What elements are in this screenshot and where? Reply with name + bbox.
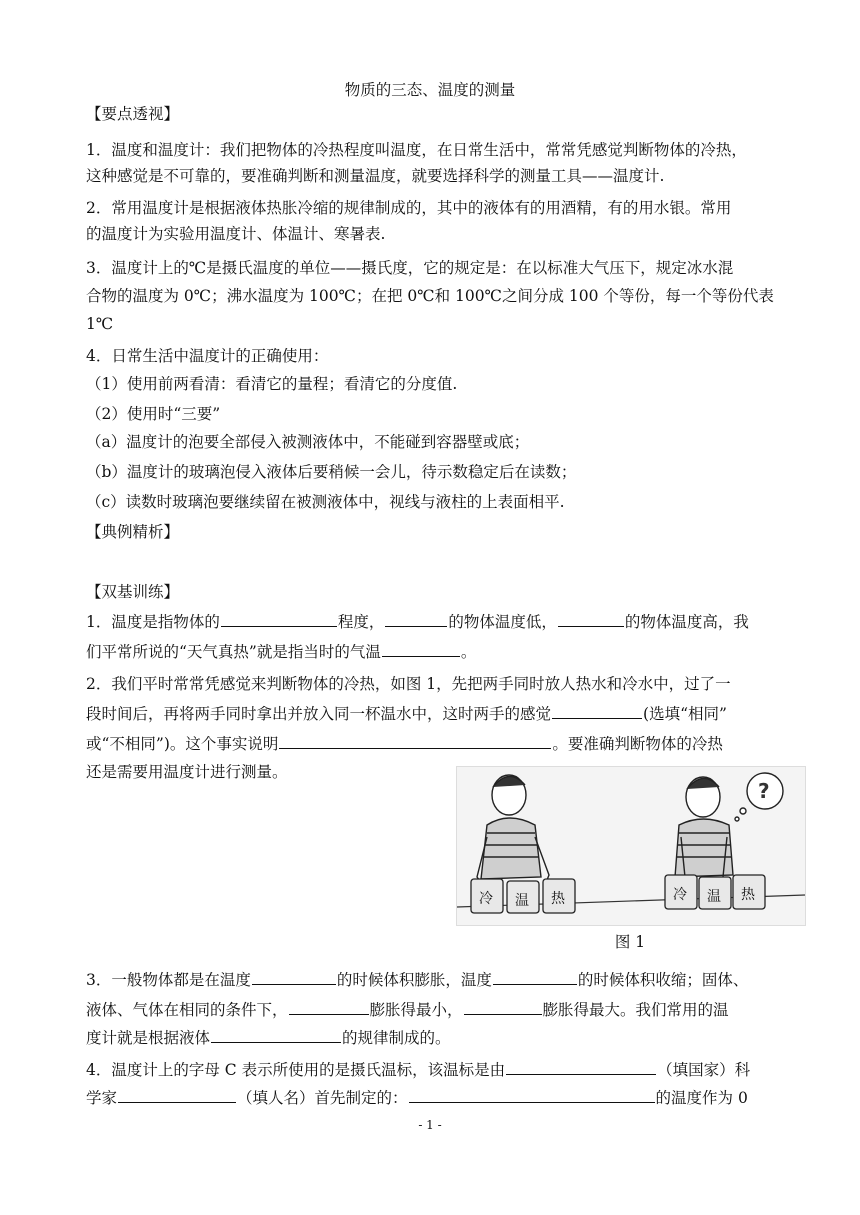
question-2-line-1: 2．我们平时常常凭感觉来判断物体的冷热，如图 1，先把两手同时放人热水和冷水中，过了一: [86, 675, 731, 693]
question-1-line-1: [86, 612, 816, 632]
q1-blank-1[interactable]: [221, 612, 337, 627]
q3-blank-2[interactable]: [493, 970, 577, 985]
q1-text-a: 1．温度是指物体的: [86, 613, 220, 631]
q3-blank-4[interactable]: [464, 1000, 542, 1015]
q1-text-f: 。: [460, 643, 477, 661]
q4-text-b: （填国家）科: [657, 1061, 751, 1079]
key-point-4-item-a: （a）温度计的泡要全部侵入被测液体中，不能碰到容器壁或底；: [86, 433, 530, 451]
question-3-line-1: [86, 970, 816, 990]
jar-label-warm-left: 温: [515, 893, 529, 909]
q1-text-d: 的物体温度高，我: [624, 613, 749, 631]
question-4-line-2: [86, 1088, 816, 1108]
q4-blank-2[interactable]: [118, 1088, 236, 1103]
q3-text-e: 膨胀得最小，: [369, 1001, 463, 1019]
question-2-line-2: [86, 704, 816, 724]
q1-text-b: 程度，: [337, 613, 385, 631]
question-4-line-1: [86, 1060, 816, 1080]
q4-text-e: 的温度作为 0: [655, 1089, 748, 1107]
jar-label-hot-left: 热: [551, 891, 565, 907]
question-2-line-4: 还是需要用温度计进行测量。: [86, 763, 288, 781]
section-heading-key-points: 【要点透视】: [86, 105, 180, 123]
key-point-2-line-2: 的温度计为实验用温度计、体温计、寒暑表.: [86, 225, 386, 243]
question-3-line-3: [86, 1028, 816, 1048]
figure-1-svg: [457, 767, 805, 925]
q2-blank-1[interactable]: [552, 704, 642, 719]
key-point-3-line-2: 合物的温度为 0℃；沸水温度为 100℃；在把 0℃和 100℃之间分成 100 个等份，每一个等份代表: [86, 287, 774, 305]
q4-blank-1[interactable]: [506, 1060, 656, 1075]
jar-label-cold-left: 冷: [479, 891, 493, 907]
key-point-4-item-b: （b）温度计的玻璃泡侵入液体后要稍候一会儿，待示数稳定后在读数；: [86, 463, 577, 481]
q2-text-d: 或“不相同”)。这个事实说明: [86, 735, 279, 753]
key-point-4-item-c: （c）读数时玻璃泡要继续留在被测液体中，视线与液柱的上表面相平.: [86, 493, 565, 511]
figure-1-illustration: [456, 766, 806, 926]
q3-blank-3[interactable]: [289, 1000, 369, 1015]
key-point-2-line-1: 2．常用温度计是根据液体热胀冷缩的规律制成的，其中的液体有的用酒精，有的用水银。常用: [86, 199, 732, 217]
section-heading-examples: 【典例精析】: [86, 523, 180, 541]
q2-text-b: 段时间后，再将两手同时拿出并放入同一杯温水中，这时两手的感觉: [86, 705, 552, 723]
q4-text-d: （填人名）首先制定的：: [237, 1089, 408, 1107]
q1-text-c: 的物体温度低，: [448, 613, 557, 631]
q4-text-a: 4．温度计上的字母 C 表示所使用的是摄氏温标，该温标是由: [86, 1061, 506, 1079]
q3-blank-5[interactable]: [211, 1028, 341, 1043]
q3-text-b: 的时候体积膨胀，温度: [336, 971, 492, 989]
jar-label-hot-right: 热: [741, 887, 755, 903]
key-point-4-item-1: （1）使用前两看清：看清它的量程；看清它的分度值.: [86, 375, 458, 393]
key-point-4: 4．日常生活中温度计的正确使用：: [86, 347, 329, 365]
q4-text-c: 学家: [86, 1089, 118, 1107]
q3-text-a: 3．一般物体都是在温度: [86, 971, 251, 989]
question-3-line-2: [86, 1000, 816, 1020]
q1-blank-3[interactable]: [558, 612, 624, 627]
q1-blank-4[interactable]: [382, 642, 460, 657]
jar-label-cold-right: 冷: [673, 887, 687, 903]
q1-text-e: 们平常所说的“天气真热”就是指当时的气温: [86, 643, 381, 661]
q3-text-g: 度计就是根据液体: [86, 1029, 211, 1047]
section-heading-training: 【双基训练】: [86, 583, 180, 601]
q1-blank-2[interactable]: [385, 612, 447, 627]
q2-text-e: 。要准确判断物体的冷热: [552, 735, 723, 753]
q2-text-c: (选填“相同”: [643, 705, 727, 723]
key-point-3-line-3: 1℃: [86, 315, 114, 333]
figure-1-caption: 图 1: [614, 933, 646, 951]
jar-label-warm-right: 温: [707, 889, 721, 905]
q4-blank-3[interactable]: [409, 1088, 655, 1103]
q3-text-h: 的规律制成的。: [342, 1029, 451, 1047]
question-mark-text: ?: [758, 779, 770, 803]
q2-blank-2[interactable]: [279, 734, 551, 749]
q3-text-d: 液体、气体在相同的条件下，: [86, 1001, 288, 1019]
key-point-4-item-2: （2）使用时“三要”: [86, 405, 221, 423]
question-2-line-3: [86, 734, 816, 754]
page-number: - 1 -: [418, 1118, 442, 1132]
key-point-1-line-2: 这种感觉是不可靠的，要准确判断和测量温度，就要选择科学的测量工具——温度计.: [86, 167, 665, 185]
key-point-3-line-1: 3．温度计上的℃是摄氏温度的单位——摄氏度，它的规定是：在以标准大气压下，规定冰水混: [86, 259, 734, 277]
q3-text-f: 膨胀得最大。我们常用的温: [542, 1001, 729, 1019]
key-point-1-line-1: 1．温度和温度计：我们把物体的冷热程度叫温度，在日常生活中，常常凭感觉判断物体的冷热，: [86, 141, 747, 159]
q3-text-c: 的时候体积收缩；固体、: [577, 971, 749, 989]
page-title: 物质的三态、温度的测量: [344, 81, 516, 99]
q3-blank-1[interactable]: [252, 970, 336, 985]
question-1-line-2: [86, 642, 816, 662]
